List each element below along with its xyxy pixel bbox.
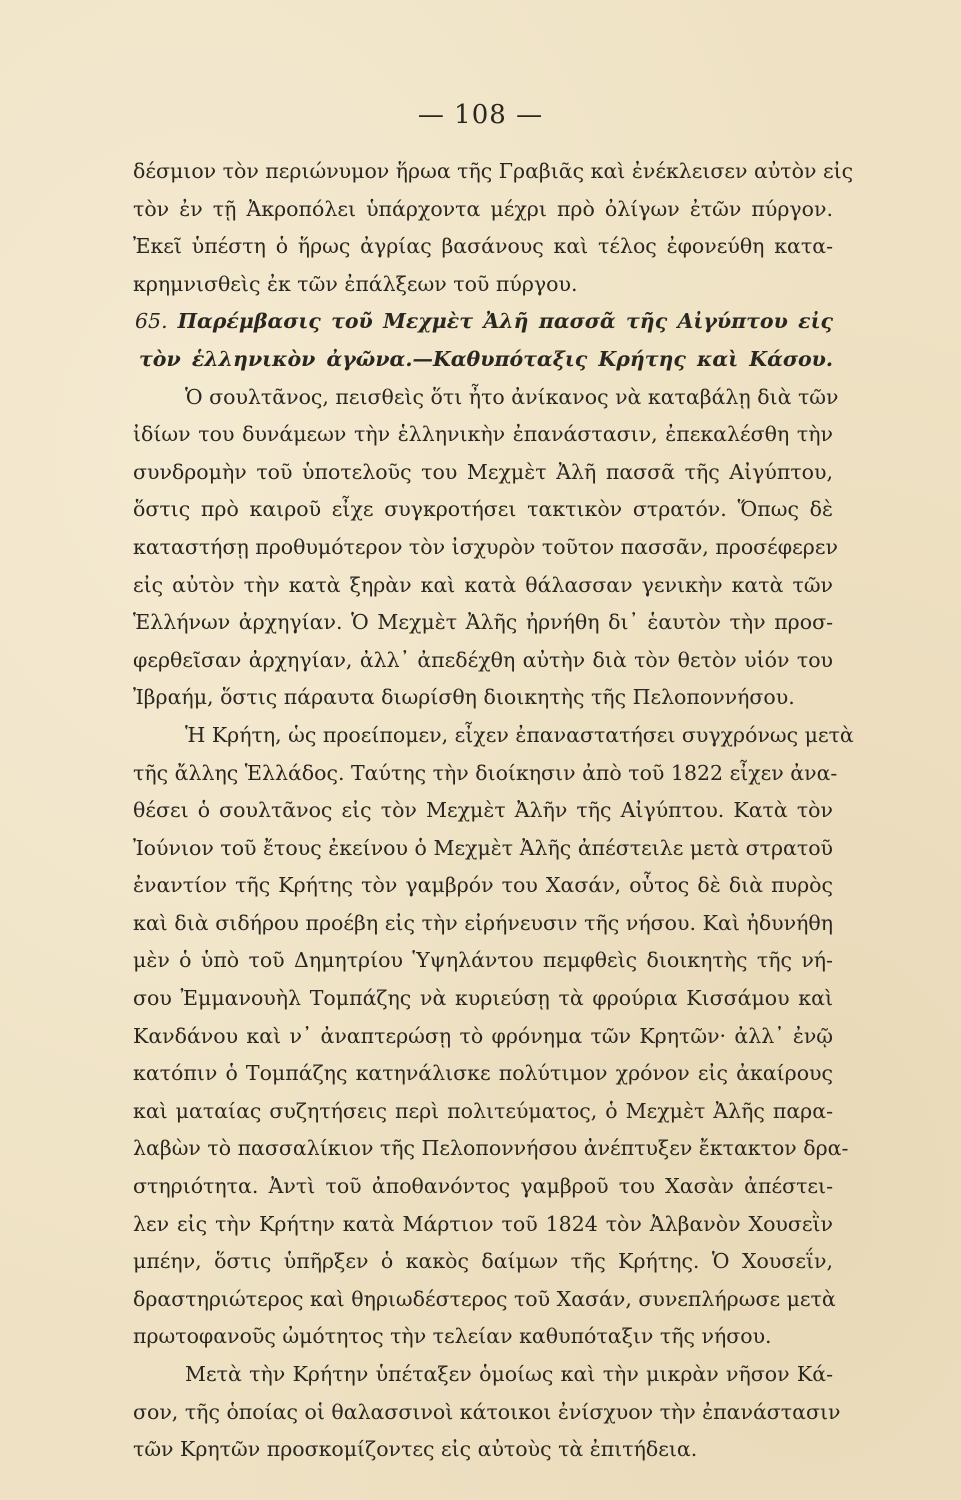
text-line: λεν εἰς τὴν Κρήτην κατὰ Μάρτιον τοῦ 1824 τὸν Ἀλβανὸν Χουσεῒν	[133, 1211, 833, 1236]
text-line: θέσει ὁ σουλτᾶνος εἰς τὸν Μεχμὲτ Ἀλῆν τῆς Αἰγύπτου. Κατὰ τὸν	[133, 798, 833, 823]
text-line: ὅστις πρὸ καιροῦ εἶχε συγκροτήσει τακτικὸν στρατόν. Ὅπως δὲ	[133, 497, 833, 522]
text-line: Ἑλλήνων ἀρχηγίαν. Ὁ Μεχμὲτ Ἀλῆς ἠρνήθη δι᾽ ἑαυτὸν τὴν προσ-	[133, 610, 833, 635]
section-title-line: τὸν ἑλληνικὸν ἀγῶνα.—Καθυπόταξις Κρήτης καὶ Κάσου.	[139, 346, 833, 371]
text-line: Ὁ σουλτᾶνος, πεισθεὶς ὅτι ἦτο ἀνίκανος νὰ καταβάλῃ διὰ τῶν	[185, 384, 839, 409]
section-title-line	[133, 303, 833, 341]
text-line: ἐναντίον τῆς Κρήτης τὸν γαμβρόν του Χασάν, οὗτος δὲ διὰ πυρὸς	[133, 873, 833, 898]
text-line: κρημνισθεὶς ἐκ τῶν ἐπάλξεων τοῦ πύργου.	[133, 271, 578, 296]
text-line: Ἐκεῖ ὑπέστη ὁ ἥρως ἀγρίας βασάνους καὶ τέλος ἐφονεύθη κατα-	[133, 234, 833, 259]
text-line: καὶ διὰ σιδήρου προέβη εἰς τὴν εἰρήνευσιν τῆς νήσου. Καὶ ἠδυνήθη	[133, 910, 833, 935]
text-line: μὲν ὁ ὑπὸ τοῦ Δημητρίου Ὑψηλάντου πεμφθεὶς διοικητὴς τῆς νή-	[133, 948, 833, 973]
text-line: λαβὼν τὸ πασσαλίκιον τῆς Πελοποννήσου ἀνέπτυξεν ἔκτακτον δρα-	[133, 1136, 849, 1161]
text-line: καταστήσῃ προθυμότερον τὸν ἰσχυρὸν τοῦτον πασσᾶν, προσέφερεν	[133, 534, 838, 559]
section-heading	[133, 303, 833, 378]
text-line: τὸν ἐν τῇ Ἀκροπόλει ὑπάρχοντα μέχρι πρὸ ὀλίγων ἐτῶν πύργον.	[133, 196, 833, 221]
text-line: Μετὰ τὴν Κρήτην ὑπέταξεν ὁμοίως καὶ τὴν μικρὰν νῆσον Κά-	[185, 1362, 833, 1386]
text-line: Κανδάνου καὶ ν᾽ ἀναπτερώσῃ τὸ φρόνημα τῶν Κρητῶν· ἀλλ᾽ ἐνῷ	[133, 1023, 833, 1048]
text-line: σον, τῆς ὁποίας οἱ θαλασσινοὶ κάτοικοι ἐνίσχυον τὴν ἐπανάστασιν	[133, 1399, 841, 1424]
text-line: Ἰούνιον τοῦ ἔτους ἐκείνου ὁ Μεχμὲτ Ἀλῆς ἀπέστειλε μετὰ στρατοῦ	[133, 835, 833, 860]
text-line: καὶ ματαίας συζητήσεις περὶ πολιτεύματος, ὁ Μεχμὲτ Ἀλῆς παρα-	[133, 1098, 833, 1123]
paragraph-continued	[133, 153, 854, 303]
text-line: δραστηριώτερος καὶ θηριωδέστερος τοῦ Χασάν, συνεπλήρωσε μετὰ	[133, 1286, 836, 1311]
text-line: συνδρομὴν τοῦ ὑποτελοῦς του Μεχμὲτ Ἀλῆ πασσᾶ τῆς Αἰγύπτου,	[133, 459, 833, 484]
paragraph	[133, 717, 854, 1356]
text-line: πρωτοφανοῦς ὠμότητος τὴν τελείαν καθυπόταξιν τῆς νήσου.	[133, 1324, 772, 1349]
text-line: στηριότητα. Ἀντὶ τοῦ ἀποθανόντος γαμβροῦ του Χασὰν ἀπέστει-	[133, 1174, 833, 1199]
page-number: — 108 —	[417, 100, 544, 130]
text-line: Ἰβραήμ, ὅστις πάραυτα διωρίσθη διοικητὴς τῆς Πελοποννήσου.	[133, 685, 795, 710]
paragraph	[133, 379, 839, 717]
text-line: δέσμιον τὸν περιώνυμον ἥρωα τῆς Γραβιᾶς καὶ ἐνέκλεισεν αὐτὸν εἰς	[133, 159, 854, 183]
section-title-part: Παρέμβασις τοῦ Μεχμὲτ Ἀλῆ πασσᾶ τῆς Αἰγύπτου εἰς	[177, 309, 833, 334]
text-line: Ἡ Κρήτη, ὡς προείπομεν, εἶχεν ἐπαναστατήσει συγχρόνως μετὰ	[185, 722, 854, 747]
section-number: 65.	[135, 309, 168, 334]
text-line: τῆς ἄλλης Ἑλλάδος. Ταύτης τὴν διοίκησιν ἀπὸ τοῦ 1822 εἶχεν ἀνα-	[133, 760, 838, 785]
text-line: κατόπιν ὁ Τομπάζης κατηνάλισκε πολύτιμον χρόνον εἰς ἀκαίρους	[133, 1061, 833, 1086]
text-line: σου Ἐμμανουὴλ Τομπάζης νὰ κυριεύσῃ τὰ φρούρια Κισσάμου καὶ	[133, 986, 833, 1011]
text-line: τῶν Κρητῶν προσκομίζοντες εἰς αὐτοὺς τὰ ἐπιτήδεια.	[133, 1437, 698, 1462]
text-line: ἰδίων του δυνάμεων τὴν ἑλληνικὴν ἐπανάστασιν, ἐπεκαλέσθη τὴν	[133, 422, 833, 447]
text-line: εἰς αὐτὸν τὴν κατὰ ξηρὰν καὶ κατὰ θάλασσαν γενικὴν κατὰ τῶν	[133, 572, 833, 597]
text-line: μπέην, ὅστις ὑπῆρξεν ὁ κακὸς δαίμων τῆς Κρήτης. Ὁ Χουσεΐν,	[133, 1249, 833, 1274]
paragraph	[133, 1356, 841, 1469]
text-line: φερθεῖσαν ἀρχηγίαν, ἀλλ᾽ ἀπεδέχθη αὐτὴν διὰ τὸν θετὸν υἱόν του	[133, 647, 833, 672]
body-text	[133, 153, 854, 1469]
